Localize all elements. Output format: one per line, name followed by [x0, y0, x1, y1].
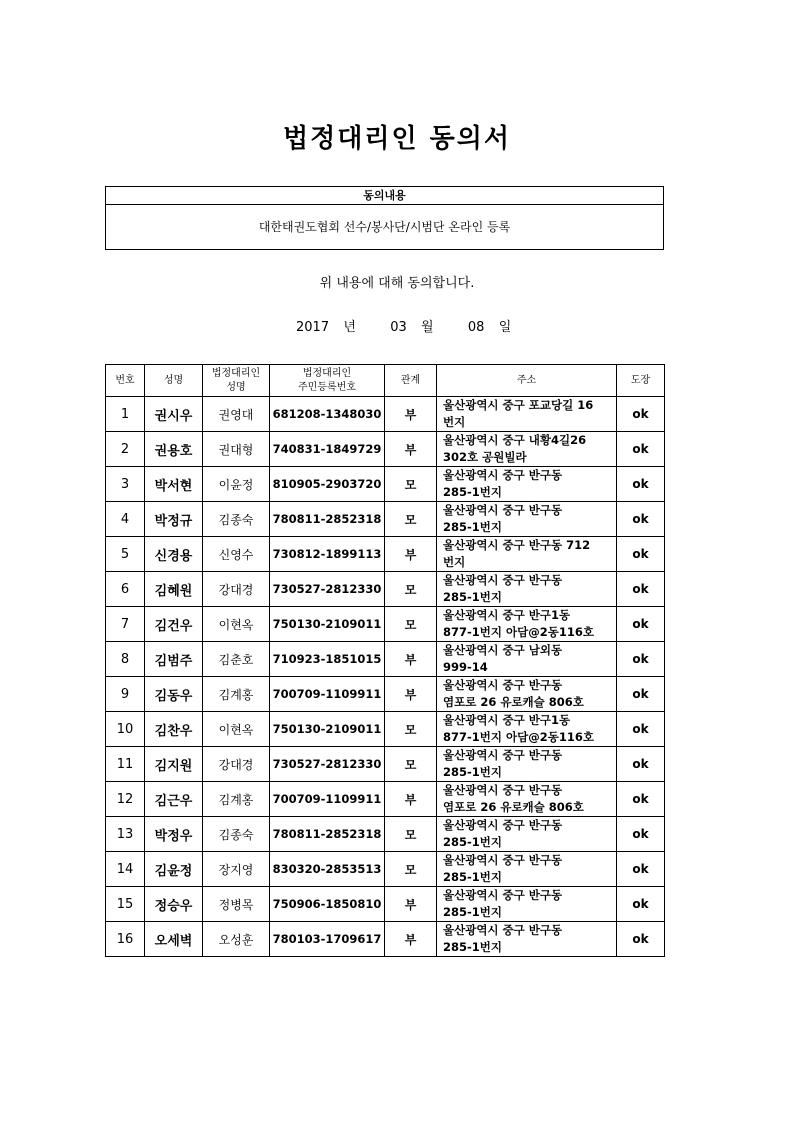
cell-seal: ok [617, 852, 665, 887]
cell-guardian-name: 신영수 [203, 537, 270, 572]
address-line2: 285-1번지 [443, 940, 502, 954]
cell-seal: ok [617, 712, 665, 747]
table-row [106, 747, 665, 782]
header-id [270, 365, 385, 397]
cell-no: 1 [106, 397, 145, 432]
date-year-unit: 년 [343, 320, 356, 335]
address-line1: 울산광역시 중구 반구동 [443, 888, 563, 902]
cell-guardian-name: 오성훈 [203, 922, 270, 957]
cell-name: 박정규 [145, 502, 203, 537]
header-relation: 관계 [385, 365, 437, 397]
address-line1: 울산광역시 중구 남외동 [443, 643, 563, 657]
address-line2: 302호 공원빌라 [443, 450, 527, 464]
cell-name: 김찬우 [145, 712, 203, 747]
cell-guardian-id: 700709-1109911 [270, 782, 385, 817]
cell-address [437, 432, 617, 467]
cell-no: 11 [106, 747, 145, 782]
cell-name: 김건우 [145, 607, 203, 642]
consent-box [105, 186, 664, 250]
address-line2: 염포로 26 유로캐슬 806호 [443, 695, 584, 709]
table-row [106, 922, 665, 957]
cell-guardian-id: 750130-2109011 [270, 712, 385, 747]
cell-name: 박정우 [145, 817, 203, 852]
cell-address [437, 887, 617, 922]
document-title: 법정대리인 동의서 [283, 124, 511, 154]
table-body [106, 397, 665, 957]
cell-guardian-name: 이윤정 [203, 467, 270, 502]
cell-guardian-id: 780811-2852318 [270, 502, 385, 537]
cell-relation: 부 [385, 677, 437, 712]
cell-guardian-name: 권영대 [203, 397, 270, 432]
cell-relation: 모 [385, 817, 437, 852]
cell-name: 김근우 [145, 782, 203, 817]
cell-seal: ok [617, 397, 665, 432]
header-address: 주소 [437, 365, 617, 397]
cell-no: 8 [106, 642, 145, 677]
address-line2: 877-1번지 아담@2동116호 [443, 625, 594, 639]
cell-name: 김범주 [145, 642, 203, 677]
address-line2: 877-1번지 아담@2동116호 [443, 730, 594, 744]
cell-name: 김동우 [145, 677, 203, 712]
address-line1: 울산광역시 중구 반구1동 [443, 713, 571, 727]
cell-name: 신경용 [145, 537, 203, 572]
address-line1: 울산광역시 중구 반구동 [443, 818, 563, 832]
cell-guardian-id: 780811-2852318 [270, 817, 385, 852]
cell-name: 정승우 [145, 887, 203, 922]
cell-guardian-id: 780103-1709617 [270, 922, 385, 957]
cell-no: 4 [106, 502, 145, 537]
cell-seal: ok [617, 782, 665, 817]
cell-guardian-id: 750906-1850810 [270, 887, 385, 922]
header-guardian [203, 365, 270, 397]
cell-seal: ok [617, 747, 665, 782]
header-name: 성명 [145, 365, 203, 397]
table-row [106, 887, 665, 922]
cell-guardian-id: 810905-2903720 [270, 467, 385, 502]
cell-relation: 부 [385, 397, 437, 432]
cell-guardian-name: 김계홍 [203, 782, 270, 817]
consent-body: 대한태권도협회 선수/봉사단/시범단 온라인 등록 [258, 220, 511, 234]
guardian-table [105, 364, 665, 957]
header-guardian-line2: 성명 [226, 381, 246, 393]
cell-seal: ok [617, 502, 665, 537]
address-line2: 염포로 26 유로캐슬 806호 [443, 800, 584, 814]
cell-seal: ok [617, 467, 665, 502]
address-line2: 번지 [443, 415, 466, 429]
cell-seal: ok [617, 537, 665, 572]
header-no: 번호 [106, 365, 145, 397]
cell-guardian-name: 이현옥 [203, 607, 270, 642]
date-year: 2017 [296, 320, 330, 335]
cell-relation: 모 [385, 852, 437, 887]
cell-relation: 부 [385, 537, 437, 572]
address-line1: 울산광역시 중구 반구동 [443, 468, 563, 482]
cell-relation: 부 [385, 887, 437, 922]
cell-seal: ok [617, 922, 665, 957]
cell-guardian-id: 740831-1849729 [270, 432, 385, 467]
address-line2: 번지 [443, 555, 466, 569]
table-row [106, 677, 665, 712]
cell-address [437, 852, 617, 887]
address-line1: 울산광역시 중구 반구동 [443, 748, 563, 762]
cell-relation: 부 [385, 642, 437, 677]
cell-no: 14 [106, 852, 145, 887]
consent-date [296, 316, 511, 335]
cell-guardian-name: 정병목 [203, 887, 270, 922]
header-seal: 도장 [617, 365, 665, 397]
date-day: 08 [467, 320, 485, 335]
cell-seal: ok [617, 817, 665, 852]
address-line2: 285-1번지 [443, 835, 502, 849]
cell-address [437, 572, 617, 607]
table-row [106, 502, 665, 537]
cell-guardian-name: 장지영 [203, 852, 270, 887]
cell-address [437, 537, 617, 572]
cell-guardian-name: 강대경 [203, 572, 270, 607]
address-line2: 285-1번지 [443, 870, 502, 884]
cell-address [437, 467, 617, 502]
address-line1: 울산광역시 중구 반구동 [443, 783, 563, 797]
date-month: 03 [390, 320, 407, 335]
cell-no: 5 [106, 537, 145, 572]
table-row [106, 642, 665, 677]
cell-relation: 모 [385, 747, 437, 782]
cell-name: 박서현 [145, 467, 203, 502]
cell-no: 6 [106, 572, 145, 607]
cell-guardian-id: 730527-2812330 [270, 747, 385, 782]
cell-name: 김윤정 [145, 852, 203, 887]
header-id-line1: 법정대리인 [302, 367, 352, 379]
cell-address [437, 397, 617, 432]
cell-seal: ok [617, 432, 665, 467]
address-line2: 285-1번지 [443, 520, 502, 534]
cell-no: 9 [106, 677, 145, 712]
cell-seal: ok [617, 572, 665, 607]
cell-seal: ok [617, 887, 665, 922]
table-row [106, 467, 665, 502]
address-line2: 999-14 [443, 660, 488, 674]
cell-address [437, 817, 617, 852]
cell-relation: 모 [385, 502, 437, 537]
cell-address [437, 642, 617, 677]
agree-statement: 위 내용에 대해 동의합니다. [319, 276, 475, 291]
cell-name: 권시우 [145, 397, 203, 432]
table-row [106, 712, 665, 747]
address-line1: 울산광역시 중구 반구동 [443, 573, 563, 587]
cell-no: 15 [106, 887, 145, 922]
cell-guardian-name: 김춘호 [203, 642, 270, 677]
cell-name: 김지원 [145, 747, 203, 782]
cell-address [437, 747, 617, 782]
table-row [106, 782, 665, 817]
header-id-line2: 주민등록번호 [298, 381, 356, 393]
cell-name: 오세벽 [145, 922, 203, 957]
table-row [106, 537, 665, 572]
cell-guardian-name: 이현옥 [203, 712, 270, 747]
table-row [106, 607, 665, 642]
table-row [106, 397, 665, 432]
cell-relation: 모 [385, 712, 437, 747]
cell-guardian-id: 730527-2812330 [270, 572, 385, 607]
cell-guardian-id: 750130-2109011 [270, 607, 385, 642]
cell-guardian-id: 710923-1851015 [270, 642, 385, 677]
cell-relation: 부 [385, 922, 437, 957]
cell-guardian-name: 김계홍 [203, 677, 270, 712]
table-row [106, 572, 665, 607]
cell-no: 12 [106, 782, 145, 817]
cell-address [437, 607, 617, 642]
cell-address [437, 782, 617, 817]
cell-guardian-name: 강대경 [203, 747, 270, 782]
cell-guardian-name: 김종숙 [203, 502, 270, 537]
cell-name: 김혜원 [145, 572, 203, 607]
cell-no: 13 [106, 817, 145, 852]
address-line1: 울산광역시 중구 반구동 [443, 923, 563, 937]
cell-relation: 부 [385, 432, 437, 467]
cell-relation: 부 [385, 782, 437, 817]
cell-seal: ok [617, 607, 665, 642]
cell-relation: 모 [385, 607, 437, 642]
table-row [106, 432, 665, 467]
table-row [106, 817, 665, 852]
cell-name: 권용호 [145, 432, 203, 467]
cell-no: 16 [106, 922, 145, 957]
cell-address [437, 922, 617, 957]
address-line1: 울산광역시 중구 반구동 [443, 678, 563, 692]
consent-header: 동의내용 [106, 187, 663, 205]
cell-guardian-id: 830320-2853513 [270, 852, 385, 887]
cell-no: 10 [106, 712, 145, 747]
cell-guardian-name: 권대형 [203, 432, 270, 467]
cell-address [437, 712, 617, 747]
cell-relation: 모 [385, 467, 437, 502]
cell-guardian-id: 700709-1109911 [270, 677, 385, 712]
table-row [106, 852, 665, 887]
cell-address [437, 677, 617, 712]
cell-guardian-id: 681208-1348030 [270, 397, 385, 432]
cell-guardian-name: 김종숙 [203, 817, 270, 852]
cell-address [437, 502, 617, 537]
cell-seal: ok [617, 677, 665, 712]
address-line2: 285-1번지 [443, 485, 502, 499]
address-line1: 울산광역시 중구 내황4길26 [443, 433, 587, 447]
cell-relation: 모 [385, 572, 437, 607]
cell-no: 7 [106, 607, 145, 642]
cell-seal: ok [617, 642, 665, 677]
cell-no: 3 [106, 467, 145, 502]
cell-guardian-id: 730812-1899113 [270, 537, 385, 572]
header-guardian-line1: 법정대리인 [211, 367, 261, 379]
cell-no: 2 [106, 432, 145, 467]
address-line2: 285-1번지 [443, 905, 502, 919]
date-month-unit: 월 [421, 320, 434, 335]
address-line1: 울산광역시 중구 반구동 712 [443, 538, 591, 552]
table-header-row [106, 365, 665, 397]
address-line1: 울산광역시 중구 반구동 [443, 853, 563, 867]
address-line1: 울산광역시 중구 포교당길 16 [443, 398, 594, 412]
address-line2: 285-1번지 [443, 765, 502, 779]
address-line1: 울산광역시 중구 반구1동 [443, 608, 571, 622]
address-line2: 285-1번지 [443, 590, 502, 604]
address-line1: 울산광역시 중구 반구동 [443, 503, 563, 517]
date-day-unit: 일 [498, 320, 512, 335]
